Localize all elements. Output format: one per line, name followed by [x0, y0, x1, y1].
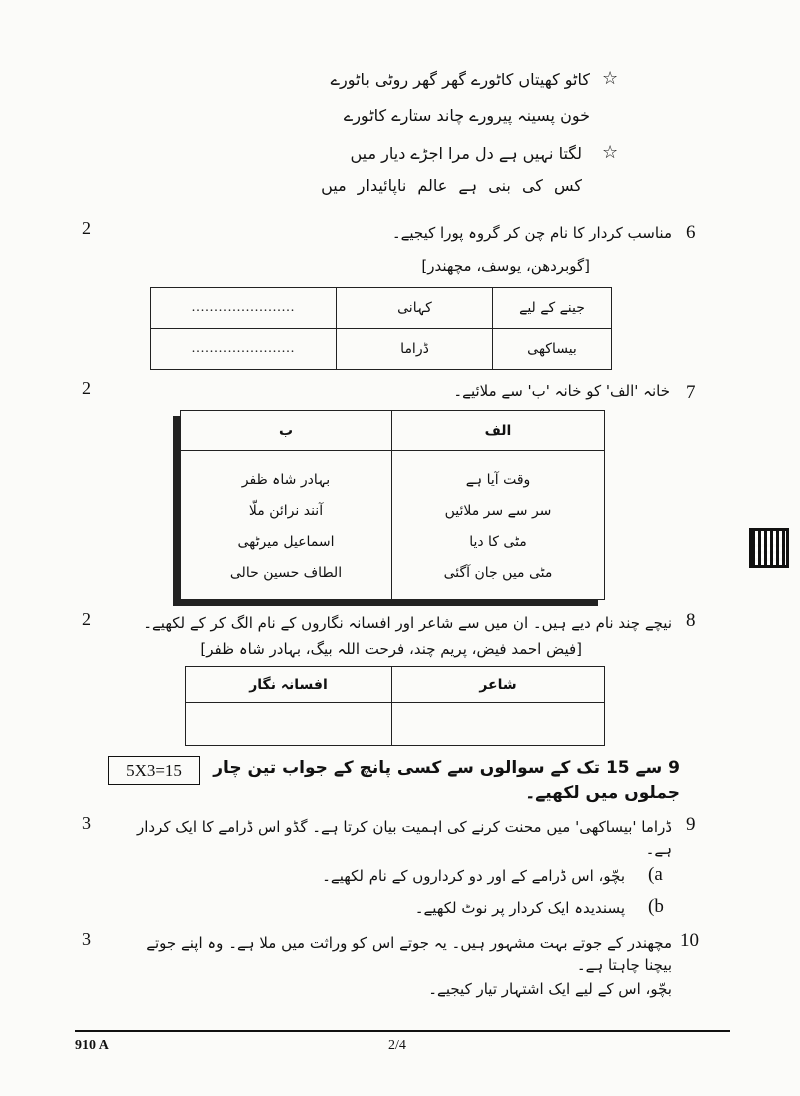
question-number: 7	[686, 382, 696, 403]
footer-divider	[75, 1030, 730, 1032]
part-label: (a	[648, 864, 663, 885]
page-number: 2/4	[388, 1038, 406, 1053]
poem-line: خون پسینہ پیرورے چاند ستارے کاٹورے	[343, 106, 590, 125]
list-item: الطاف حسین حالی	[229, 565, 343, 581]
question-part	[0, 896, 800, 924]
blank-cell[interactable]: .......................	[151, 288, 337, 329]
column-header: شاعر	[392, 667, 605, 703]
section-instruction: 9 سے 15 تک کے سوالوں سے کسی پانچ کے جواب تین چار جملوں میں لکھیے۔	[213, 758, 680, 803]
question-text: مچھندر کے جوتے بہت مشہور ہیں۔ یہ جوتے اس کو وراثت میں ملا ہے۔ وہ اپنے جوتے بیچنا چاہتا ہے۔	[146, 934, 672, 974]
list-item: بہادر شاہ ظفر	[241, 472, 331, 488]
marks: 3	[82, 929, 91, 949]
question-9	[0, 813, 800, 860]
options-list: [گوبردھن، یوسف، مچھندر]	[421, 257, 590, 275]
question-number: 10	[680, 930, 699, 951]
marks: 2	[82, 609, 91, 629]
list-item: اسماعیل میرٹھی	[237, 534, 335, 550]
column-header: ب	[181, 411, 392, 451]
question-text: خانہ 'الف' کو خانہ 'ب' سے ملائیے۔	[453, 382, 670, 400]
list-item: مٹی میں جان آگئی	[443, 565, 553, 581]
question-part	[0, 864, 800, 892]
part-label: (b	[648, 896, 664, 917]
marks: 3	[82, 813, 91, 833]
star-icon: ☆	[602, 142, 619, 163]
paper-code: 910 A	[75, 1038, 109, 1053]
q6-table	[150, 287, 612, 370]
poem-line: کاٹو کھیتاں کاٹورے گھر گھر روٹی باٹورے	[330, 70, 590, 89]
question-text: ڈراما 'بیساکھی' میں محنت کرنے کی اہمیت بیان کرتا ہے۔ گڈو اس ڈرامے کا ایک کردار ہے۔	[137, 818, 672, 858]
section-instruction-row	[0, 756, 800, 806]
table-cell: کہانی	[337, 288, 493, 329]
question-number: 8	[686, 610, 696, 631]
question-8	[0, 609, 800, 634]
q8-table	[185, 666, 605, 746]
marks: 2	[82, 218, 91, 238]
table-cell: ڈراما	[337, 329, 493, 370]
blank-cell[interactable]: .......................	[151, 329, 337, 370]
q7-table	[180, 410, 605, 600]
table-cell: بیساکھی	[493, 329, 612, 370]
answer-cell[interactable]	[186, 703, 392, 746]
list-item: وقت آیا ہے	[465, 472, 531, 488]
marks-box: 5X3=15	[108, 756, 200, 785]
part-text: پسندیدہ ایک کردار پر نوٹ لکھیے۔	[414, 899, 625, 917]
part-text: بچّو، اس ڈرامے کے اور دو کرداروں کے نام لکھیے۔	[322, 867, 625, 885]
qr-code	[749, 528, 789, 568]
question-text: نیچے چند نام دیے ہیں۔ ان میں سے شاعر اور افسانہ نگاروں کے نام الگ کر کے لکھیے۔	[143, 614, 672, 632]
marks: 2	[82, 378, 91, 398]
options-list: [فیض احمد فیض، پریم چند، فرحت اللہ بیگ، بہادر شاہ ظفر]	[200, 640, 582, 658]
questions-8-10	[0, 609, 800, 1000]
poem-line: لگتا نہیں ہے دل مرا اجڑے دیار میں	[350, 144, 582, 163]
list-item: آنند نرائن ملّا	[248, 503, 324, 519]
question-text: بچّو، اس کے لیے ایک اشتہار تیار کیجیے۔	[428, 980, 672, 998]
question-number: 9	[686, 814, 696, 835]
list-item: مٹی کا دیا	[469, 534, 527, 550]
question-text: مناسب کردار کا نام چن کر گروہ پورا کیجیے۔	[391, 224, 672, 242]
question-10	[0, 929, 800, 1000]
table-cell: جینے کے لیے	[493, 288, 612, 329]
list-item: سر سے سر ملائیں	[444, 503, 552, 519]
column-header: الف	[392, 411, 605, 451]
column-header: افسانہ نگار	[186, 667, 392, 703]
question-number: 6	[686, 222, 696, 243]
answer-cell[interactable]	[392, 703, 605, 746]
poem-line: کس کی بنی ہے عالم ناپائیدار میں	[321, 176, 582, 195]
star-icon: ☆	[602, 68, 619, 89]
